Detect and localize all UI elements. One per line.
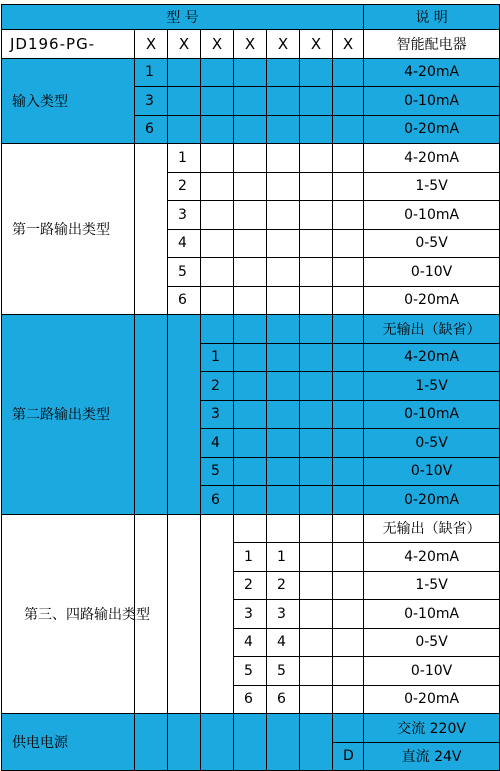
power-code: D (333, 742, 364, 771)
output2-desc: 0-10mA (364, 400, 500, 429)
output34-desc: 0-10V (364, 657, 500, 686)
input-desc: 4-20mA (364, 58, 500, 87)
output3-code: 3 (234, 600, 267, 629)
output2-desc: 0-10V (364, 457, 500, 486)
table-row (2, 714, 500, 743)
model-row (2, 30, 500, 59)
output4-code: 5 (267, 657, 300, 686)
output1-desc: 4-20mA (364, 144, 500, 173)
output2-desc: 无输出（缺省） (364, 315, 500, 344)
output2-desc: 4-20mA (364, 343, 500, 372)
header-row (2, 5, 500, 30)
table-row (2, 315, 500, 344)
output2-label: 第二路输出类型 (2, 315, 135, 515)
input-code: 6 (135, 115, 168, 144)
model-placeholder: X (234, 30, 267, 59)
power-code (333, 714, 364, 743)
model-placeholder: X (267, 30, 300, 59)
output1-desc: 0-10mA (364, 201, 500, 230)
model-spec-table (1, 4, 500, 771)
output4-code: 1 (267, 543, 300, 572)
power-label: 供电电源 (2, 714, 135, 771)
output4-code: 3 (267, 600, 300, 629)
table-row (2, 514, 500, 543)
model-placeholder: X (333, 30, 364, 59)
output34-desc: 无输出（缺省） (364, 514, 500, 543)
output3-code: 4 (234, 628, 267, 657)
power-desc: 直流 24V (364, 742, 500, 771)
output2-code: 2 (201, 372, 234, 401)
output1-code: 1 (168, 144, 201, 173)
output1-desc: 0-10V (364, 258, 500, 287)
output4-code: 6 (267, 685, 300, 714)
output1-desc: 1-5V (364, 172, 500, 201)
output2-code: 6 (201, 486, 234, 515)
output34-label: 第三、四路输出类型 (2, 514, 135, 714)
input-desc: 0-10mA (364, 87, 500, 116)
output3-code: 1 (234, 543, 267, 572)
output2-code: 1 (201, 343, 234, 372)
table-row (2, 144, 500, 173)
output3-code: 5 (234, 657, 267, 686)
output1-label: 第一路输出类型 (2, 144, 135, 315)
model-prefix: JD196-PG- (2, 30, 135, 59)
output1-code: 5 (168, 258, 201, 287)
output34-desc: 4-20mA (364, 543, 500, 572)
output1-code: 2 (168, 172, 201, 201)
output3-code: 2 (234, 571, 267, 600)
output3-code (234, 514, 267, 543)
model-placeholder: X (201, 30, 234, 59)
description-header: 说 明 (364, 5, 500, 30)
model-placeholder: X (300, 30, 333, 59)
output34-desc: 0-5V (364, 628, 500, 657)
output3-code: 6 (234, 685, 267, 714)
model-description: 智能配电器 (364, 30, 500, 59)
output1-desc: 0-5V (364, 229, 500, 258)
output34-desc: 1-5V (364, 571, 500, 600)
output34-desc: 0-20mA (364, 685, 500, 714)
table-row (2, 58, 500, 87)
input-code: 3 (135, 87, 168, 116)
output2-code: 3 (201, 400, 234, 429)
input-desc: 0-20mA (364, 115, 500, 144)
output4-code: 4 (267, 628, 300, 657)
output1-code: 6 (168, 286, 201, 315)
input-type-label: 输入类型 (2, 58, 135, 144)
output2-desc: 0-20mA (364, 486, 500, 515)
model-placeholder: X (135, 30, 168, 59)
output2-code: 5 (201, 457, 234, 486)
output2-desc: 1-5V (364, 372, 500, 401)
output1-code: 4 (168, 229, 201, 258)
output2-code: 4 (201, 429, 234, 458)
output34-desc: 0-10mA (364, 600, 500, 629)
model-header: 型 号 (2, 5, 364, 30)
model-placeholder: X (168, 30, 201, 59)
output1-desc: 0-20mA (364, 286, 500, 315)
output2-code (201, 315, 234, 344)
input-code: 1 (135, 58, 168, 87)
power-desc: 交流 220V (364, 714, 500, 743)
output4-code: 2 (267, 571, 300, 600)
output2-desc: 0-5V (364, 429, 500, 458)
output4-code (267, 514, 300, 543)
output1-code: 3 (168, 201, 201, 230)
